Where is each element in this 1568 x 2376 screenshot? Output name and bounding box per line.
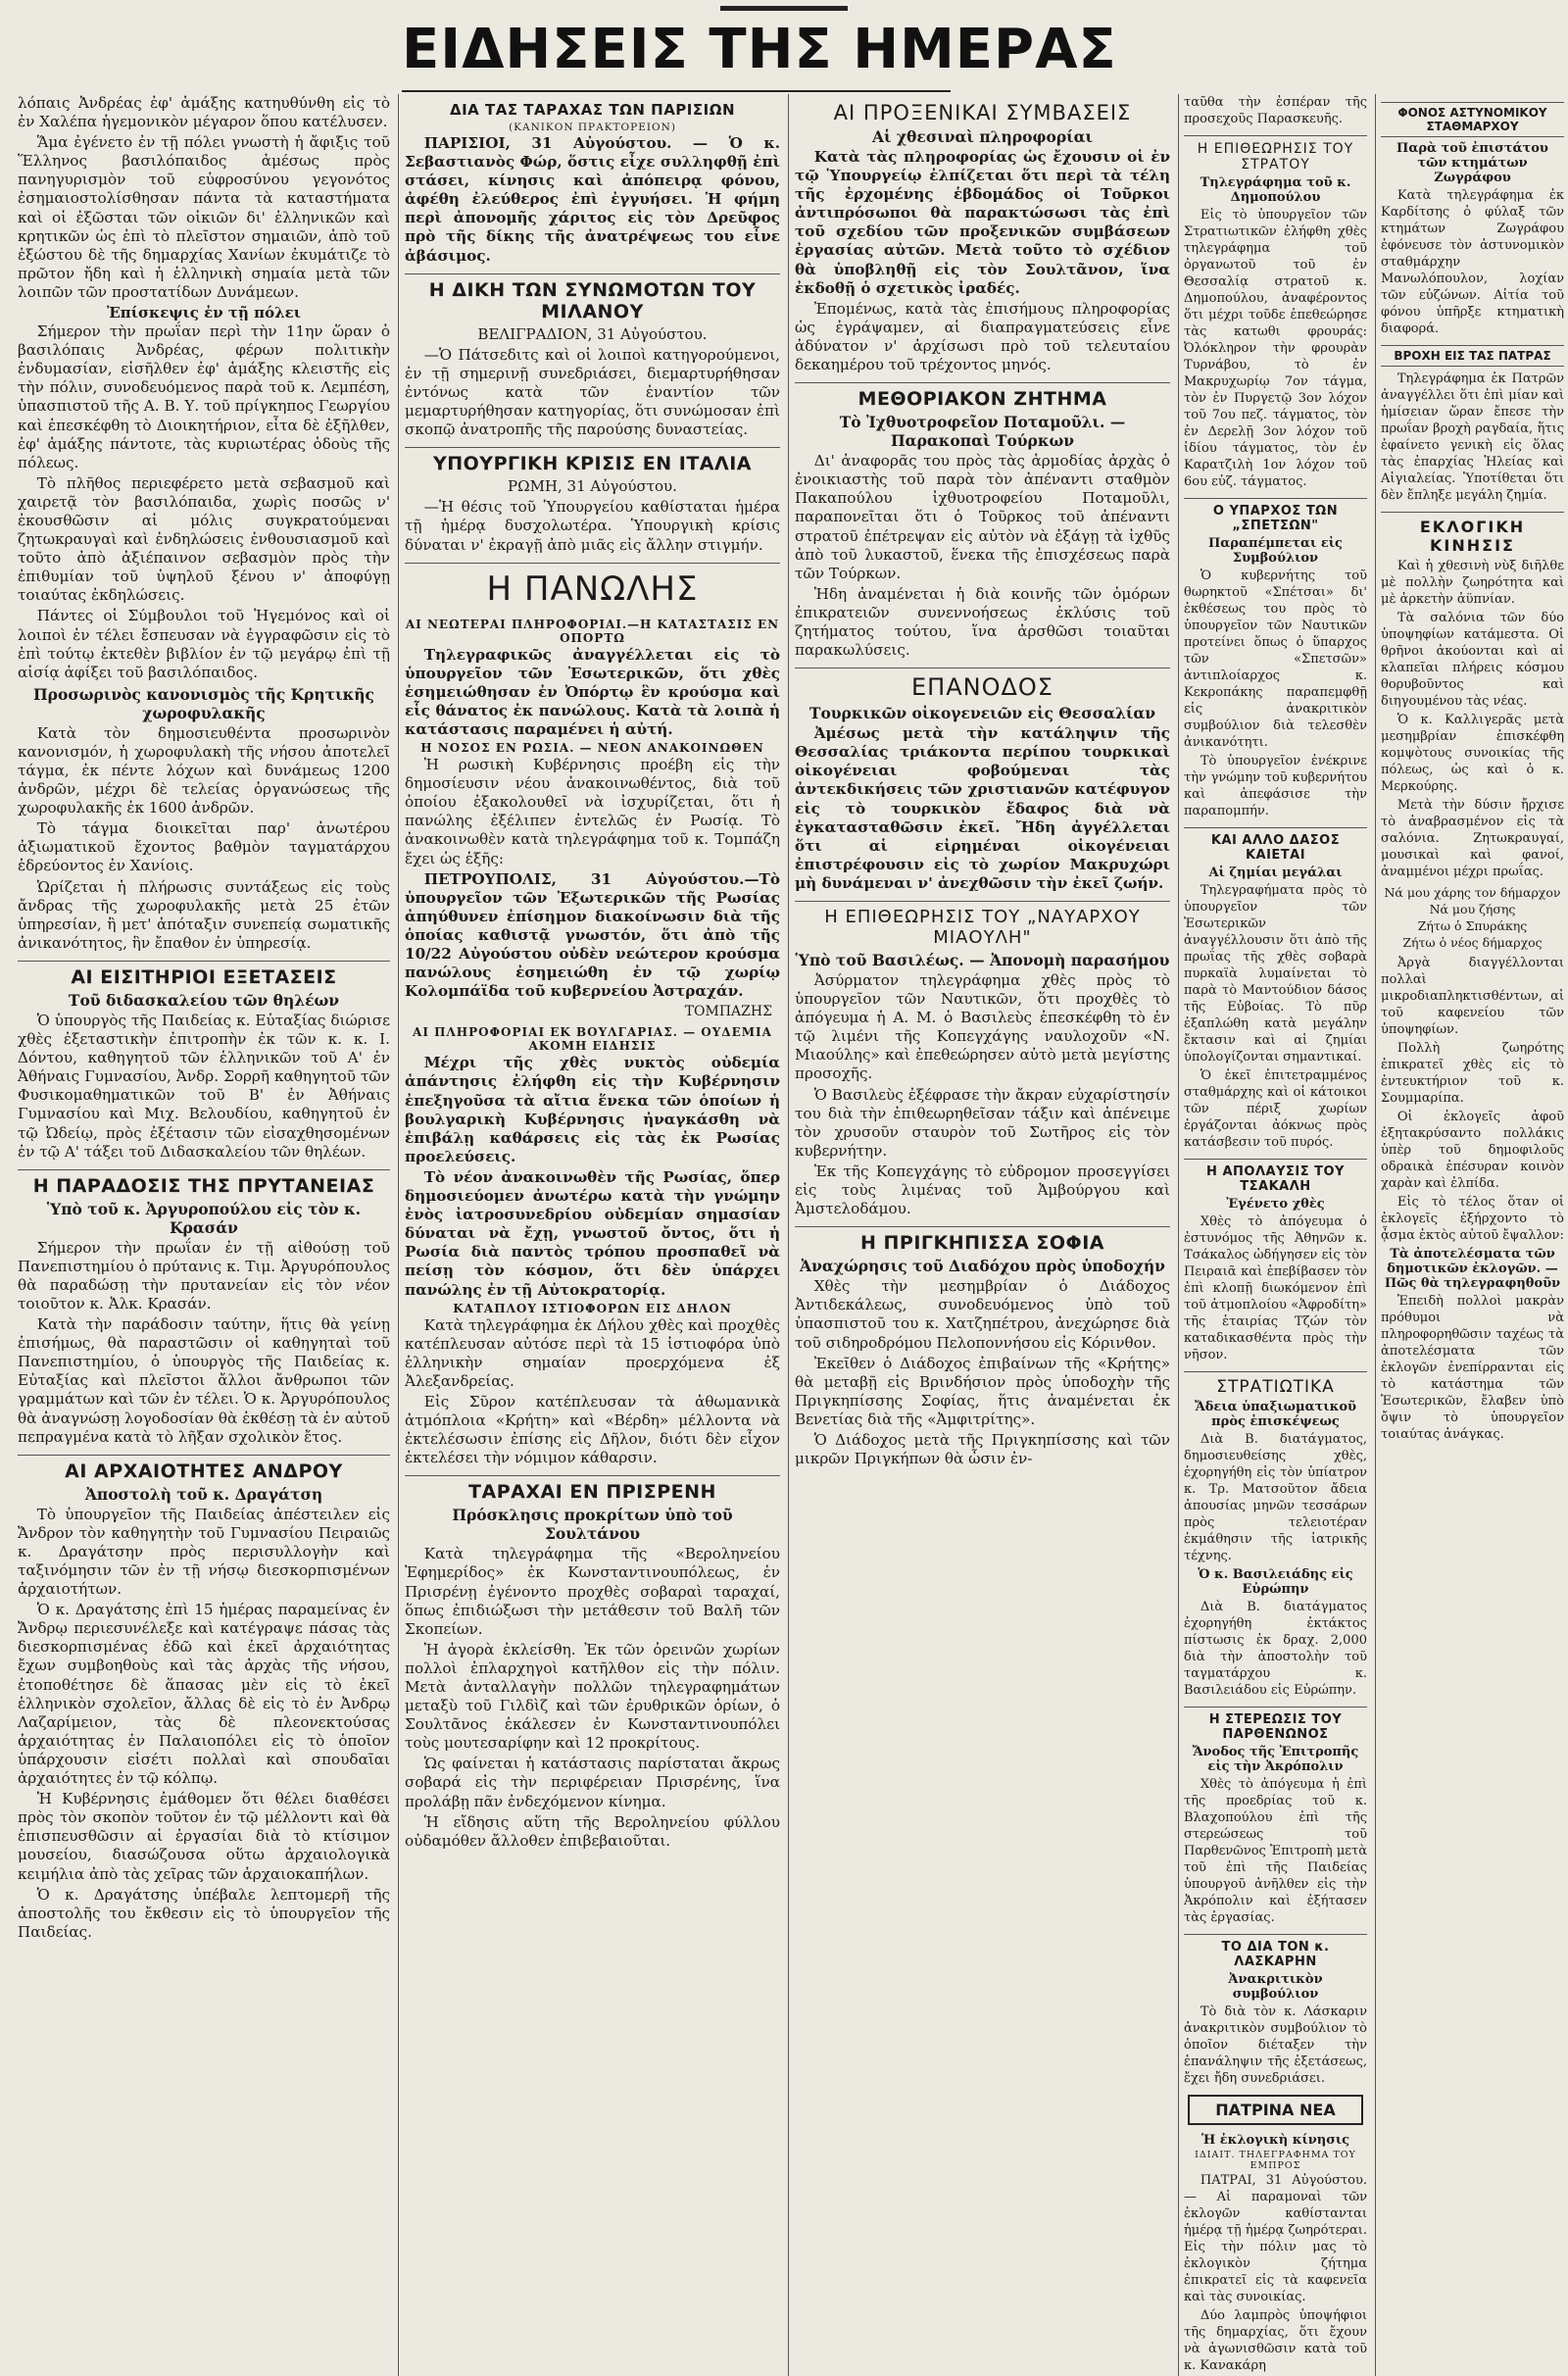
columns (18, 94, 1564, 2373)
dateline: ΡΩΜΗ, 31 Αὐγούστου. (508, 477, 677, 496)
article-text: Τηλεγράφημα ἐκ Πατρῶν ἀναγγέλλει ὅτι ἐπὶ μίαν καὶ ἡμίσειαν ὥραν ἔπεσε τὴν πρωΐαν βροχὴ ραγδαία, ἥτις ἐφαίνετο γενικὴ εἰς ὅλας τὰς ἐπαρχίας Ἠλείας καὶ Αἰγιαλείας. Ὑποτίθεται ὅτι δὲν ἔπληξε μεγάλη ζημία. (1381, 371, 1564, 503)
article-text: Κατὰ τὸν δημοσιευθέντα προσωρινὸν κανονισμόν, ἡ χωροφυλακὴ τῆς νήσου ἀποτελεῖ τάγμα, ἐκ πέντε λόχων καὶ δυνάμεως 1200 ἀνδρῶν, μέχρι δὲ τελείας ὀργανώσεως τῆς χωροφυλακῆς ἐκ 1600 ἀνδρῶν. (18, 723, 390, 817)
section-heading: ΕΠΑΝΟΔΟΣ (795, 668, 1170, 701)
subheading: Παραπέμπεται εἰς Συμβούλιον (1208, 536, 1343, 566)
section-heading: ΔΙΑ ΤΑΣ ΤΑΡΑΧΑΣ ΤΩΝ ΠΑΡΙΣΙΩΝ (449, 101, 736, 119)
section-heading: Η ΑΠΟΛΑΥΣΙΣ ΤΟΥ ΤΣΑΚΑΛΗ (1184, 1159, 1367, 1194)
article-text: Εἰς τὸ ὑπουργεῖον τῶν Στρατιωτικῶν ἐλήφθη χθὲς τηλεγράφημα τοῦ ὀργανωτοῦ τοῦ ἐν Θεσσαλίᾳ στρατοῦ κ. Δημοπούλου, ἀναφέροντος ὅτι μέχρι τοῦδε ἐπεθεώρησε τὰς κατωθι φρουράς: Ὀλόκληρον τὴν φρουρὰν Τυρνάβου, τὸ ἐν Μακρυχωρίῳ 7ον τάγμα, τὸν ἐν Πυργετῷ 3ον λόχον τοῦ 7ου πεζ. τάγματος, τὸν ἐν Δερελῇ 3ον λόχον τοῦ ἰδίου τάγματος, τὸν ἐν Καρατζιλὴ 1ον λόχον τοῦ 6ου εὐζ. τάγματος. (1184, 208, 1367, 489)
song-line: Νά μου ζήσης (1429, 902, 1516, 916)
section-heading: ΑΙ ΕΙΣΙΤΗΡΙΟΙ ΕΞΕΤΑΣΕΙΣ (18, 961, 390, 988)
article-text: Εἰς τὸ τέλος ὅταν οἱ ἐκλογεῖς ἐξήρχοντο τὸ ᾆσμα ἐκτὸς αὐτοῦ ἔψαλλον: (1381, 1195, 1564, 1243)
section-heading: ΑΙ ΑΡΧΑΙΟΤΗΤΕΣ ΑΝΔΡΟΥ (18, 1455, 390, 1482)
agency-label: (ΚΑΝΙΚΟΝ ΠΡΑΚΤΟΡΕΙΟΝ) (509, 122, 676, 133)
article-text: Ἡ Κυβέρνησις ἐμάθομεν ὅτι θέλει διαθέσει πρὸς τὸν σκοπὸν τοῦτον ἐν τῷ μέλλοντι καὶ θὰ ἐπισπευσθῶσιν αἱ ἐργασίαι διὰ τὸ κτίσιμον μουσείου, διασώζουσα οὕτω ἀρχαιολογικὰ κειμήλια ἀπὸ τὰς χεῖρας τῶν ἀρχαιοκαπήλων. (18, 1790, 390, 1883)
article-text: Σήμερον τὴν πρωΐαν ἐν τῇ αἰθούσῃ τοῦ Πανεπιστημίου ὁ πρύτανις κ. Τιμ. Ἀργυρόπουλος θὰ παραδώσῃ τὴν πρυτανείαν εἰς τὸν νέον τοιοῦτον κ. Ἀλκ. Κρασάν. (18, 1238, 390, 1312)
section-heading: Η ΣΤΕΡΕΩΣΙΣ ΤΟΥ ΠΑΡΘΕΝΩΝΟΣ (1184, 1707, 1367, 1742)
article-text: Χθὲς τὸ ἀπόγευμα ἡ ἐπὶ τῆς προεδρίας τοῦ κ. Βλαχοπούλου ἐπὶ τῆς στερεώσεως τοῦ Παρθενῶνος Ἐπιτροπὴ μετὰ τοῦ ἐπὶ τῆς Παιδείας ὑπουργοῦ ἀνῆλθεν εἰς τὴν Ἀκρόπολιν καὶ ἐξήτασεν τὰς ἐργασίας. (1184, 1777, 1367, 1925)
subheading: Αἱ χθεσιναὶ πληροφορίαι (871, 127, 1094, 146)
section-heading: Η ΠΑΝΩΛΗΣ (405, 563, 780, 615)
agency-label: ΙΔΙΑΙΤ. ΤΗΛΕΓΡΑΦΗΜΑ ΤΟΥ ΕΜΠΡΟΣ (1195, 2150, 1356, 2171)
article-text: ΠΕΤΡΟΥΠΟΛΙΣ, 31 Αὐγούστου.—Τὸ ὑπουργεῖον τῶν Ἐξωτερικῶν τῆς Ρωσίας ἀπηύθυνεν ἐπίσημον διακοίνωσιν διὰ τῆς ὁποίας καθιστᾷ γνωστόν, ὅτι ἀπὸ τῆς 10/22 Αὐγούστου οὐδὲν νεώτερον κρούσμα πανώλους ἐσημειώθη ἐν τῷ χωρίῳ Κολομπάϊδα τοῦ κυβερνείου Ἀστραχάν. (405, 869, 780, 1001)
article-text: Ὁ ἐκεῖ ἐπιτετραμμένος σταθμάρχης καὶ οἱ κάτοικοι τῶν πέριξ χωρίων ἐργάζονται ἀόκνως πρὸς κατάσβεσιν τοῦ πυρός. (1184, 1068, 1367, 1150)
article-text: Ἐπομένως, κατὰ τὰς ἐπισήμους πληροφορίας ὡς ἐγράψαμεν, αἱ διαπραγματεύσεις εἶνε ἀδύνατον ν' ἀρχίσωσι πρὸ τοῦ τελευταίου δεκαημέρου τοῦ τρέχοντος μηνός. (795, 299, 1170, 374)
subheading: Τουρκικῶν οἰκογενειῶν εἰς Θεσσαλίαν (808, 704, 1156, 723)
article-text: Κατὰ τηλεγράφημα ἐκ Καρδίτσης ὁ φύλαξ τῶν κτημάτων Ζωγράφου ἐφόνευσε τὸν ἀστυνομικὸν σταθμάρχην Μανωλόπουλον, λοχίαν τῶν εὐζώνων. Αἰτία τοῦ φόνου ὑπῆρξε κτηματικὴ διαφορά. (1381, 188, 1564, 336)
article-text: Σήμερον τὴν πρωΐαν περὶ τὴν 11ην ὥραν ὁ βασιλόπαις Ἀνδρέας, φέρων πολιτικὴν ἐνδυμασίαν, εἰσῆλθεν ἐφ' ἁμάξης κλειστῆς εἰς τὴν πόλιν, συνοδευόμενος παρὰ τοῦ κ. Λεμπέση, ὑπασπιστοῦ τῆς Α. Β. Υ. τοῦ πρίγκηπος Γεωργίου καὶ ἐπεσκέφθη τὸ Διοικητήριον, εἶτα δὲ ἐξῆλθεν, ἐφ' ἁμάξης πάντοτε, τὰς κυριωτέρας ὁδοὺς τῆς πόλεως. (18, 322, 390, 471)
section-heading: ΒΡΟΧΗ ΕΙΣ ΤΑΣ ΠΑΤΡΑΣ (1381, 345, 1564, 367)
article-text: Ἡδη ἀναμένεται ἡ διὰ κοινῆς τῶν ὁμόρων ἐπικρατειῶν συνεννοήσεως ἐκλύσις τοῦ ζητήματος τούτου, ἵνα ἀρσθῶσι τοιαῦται παρακωλύσεις. (795, 584, 1170, 660)
column-2 (398, 94, 780, 2376)
article-text: Πάντες οἱ Σύμβουλοι τοῦ Ἡγεμόνος καὶ οἱ λοιποὶ ἐν τέλει ἔσπευσαν νὰ ἐγγραφῶσιν εἰς τὸ ἐπὶ τούτῳ ἐκτεθὲν βιβλίον ἐν τῷ μεγάρῳ ἐπὶ τῇ αἰσίᾳ ἀφίξει τοῦ βασιλόπαιδος. (18, 607, 390, 681)
article-text: Διὰ Β. διατάγματος ἐχορηγήθη ἐκτάκτος πίστωσις ἐκ δραχ. 2,000 διὰ τὴν ἀποστολὴν τοῦ ταγματάρχου κ. Βασιλειάδου εἰς Εὐρώπην. (1184, 1600, 1367, 1698)
article-text: Τὸ πλῆθος περιεφέρετο μετὰ σεβασμοῦ καὶ χαιρετᾷ τὸν βασιλόπαιδα, χωρὶς ποσῶς ν' ἐκουσθῶσιν αἱ μόλις συγκρατούμεναι ζητωκραυγαὶ καὶ ἐνδηλώσεις ἐνθουσιασμοῦ καὶ τοῦτο ἀπὸ ἀξιέπαινον σεβασμὸν πρὸς τὴν ἐπιθυμίαν τοῦ ὑψηλοῦ ξένου ν' ἀποφύγῃ τοιαύτας ἐκδηλώσεις. (18, 473, 390, 605)
boxed-heading: ΠΑΤΡΙΝΑ ΝΕΑ (1188, 2095, 1363, 2125)
article-text: Κατὰ τὴν παράδοσιν ταύτην, ἥτις θὰ γείνῃ ἐπισήμως, θὰ παραστῶσιν οἱ καθηγηταὶ τοῦ Πανεπιστημίου, ὁ ὑπουργὸς τῆς Παιδείας κ. Εὐταξίας καὶ πλεῖστοι ἄλλοι ἄνθρωποι τῶν γραμμάτων καὶ τῶν ἐν τέλει. Ὁ κ. Ἀργυρόπουλος θὰ ἀναγνώσῃ λογοδοσίαν θὰ ἐκθέσῃ τὰ ἐν αὐτοῦ πεπραγμένα κατὰ τὸ λῆξαν σχολικὸν ἔτος. (18, 1315, 391, 1446)
subheading: Ἐγένετο χθὲς (1226, 1197, 1325, 1212)
article-text: Ὁ κυβερνήτης τοῦ θωρηκτοῦ «Σπέτσαι» δι' ἐκθέσεως του πρὸς τὸ ὑπουργεῖον τῶν Ναυτικῶν προτείνει ὅπως ὁ ὕπαρχος τῶν «Σπετσῶν» ἀντιπλοίαρχος κ. Κεκροπάκης παραπεμφθῇ εἰς ἀνακριτικὸν συμβούλιον διὰ τελεσθὲν ἀνικανότητι. (1184, 569, 1367, 750)
subheading: ΚΑΤΑΠΛΟΥ ΙΣΤΙΟΦΟΡΩΝ ΕΙΣ ΔΗΛΟΝ (453, 1301, 732, 1315)
article-text: Ἀργὰ διαγγέλλονται πολλαὶ μικροδιαπληκτισθέντων, αἱ τοῦ καφενείου τῶν ὑποψηφίων. (1381, 956, 1564, 1037)
subheading: Τοῦ διδασκαλείου τῶν θηλέων (68, 990, 340, 1010)
subheading: Τηλεγράφημα τοῦ κ. Δημοπούλου (1200, 175, 1351, 205)
subheading: Ὑπὸ τοῦ κ. Ἀργυροπούλου εἰς τὸν κ. Κρασάν (46, 1199, 362, 1237)
article-text: Ὡρίζεται ἡ πλήρωσις συντάξεως εἰς τοὺς ἄνδρας τῆς χωροφυλακῆς μετὰ 25 ἐτῶν ὑπηρεσίαν, ἢ μετ' ἀπόταξιν συνεπείᾳ σωματικῆς ἀνικανότητος, ἣν ἔπαθον ἐν ὑπηρεσίᾳ. (18, 877, 390, 952)
section-heading: Η ΠΡΙΓΚΗΠΙΣΣΑ ΣΟΦΙΑ (795, 1226, 1170, 1254)
song-line: Νά μου χάρης τον δήμαρχον (1384, 885, 1561, 900)
masthead-rule (402, 90, 951, 92)
subheading: Ἐπίσκεψις ἐν τῇ πόλει (106, 304, 301, 322)
article-text: Διὰ Β. διατάγματος, δημοσιευθείσης χθὲς, ἐχορηγήθη εἰς τὸν ὑπίατρον κ. Τρ. Ματσοῦτον ἄδεια ἀπουσίας μηνῶν τεσσάρων πρὸς τελειοτέραν ἐκμάθησιν τῆς ἰατρικῆς τέχνης. (1184, 1432, 1367, 1563)
subheading: Ἀναχώρησις τοῦ Διαδόχου πρὸς ὑποδοχήν (800, 1257, 1165, 1276)
article-text: Τὸ τάγμα διοικεῖται παρ' ἀνωτέρου ἀξιωματικοῦ ἔχοντος βαθμὸν ταγματάρχου ἑδρεύοντος ἐν Χανίοις. (18, 819, 390, 875)
subheading: ΑΙ ΝΕΩΤΕΡΑΙ ΠΛΗΡΟΦΟΡΙΑΙ.—Η ΚΑΤΑΣΤΑΣΙΣ ΕΝ ΟΠΟΡΤΩ (405, 617, 780, 645)
subheading: Ὑπὸ τοῦ Βασιλέως. — Ἀπονομὴ παρασήμου (795, 951, 1170, 969)
section-heading: Η ΕΠΙΘΕΩΡΗΣΙΣ ΤΟΥ „ΝΑΥΑΡΧΟΥ ΜΙΑΟΥΛΗ" (795, 901, 1170, 948)
article-text: Ἐπειδὴ πολλοὶ μακρὰν πρόθυμοι νὰ πληροφορηθῶσιν ταχέως τὰ ἀποτελέσματα τῶν ἐκλογῶν ἐνεπίρρανται εἰς τὸ κατάστημα τῶν Ἐσωτερικῶν, ἔλαβεν ὑπὸ ὄψιν τὸ ὑπουργεῖον τοιαύτας ἀνάγκας. (1381, 1294, 1564, 1442)
column-4 (1178, 94, 1564, 2376)
article-text: Ὁ κ. Καλλιγερᾶς μετὰ μεσημβρίαν ἐπισκέφθη κομψὸτους συνοικίας τῆς πόλεως, ὡς καὶ ὁ κ. Μερκούρης. (1381, 713, 1564, 794)
column-1 (18, 94, 390, 2376)
article-text: Ἡ ἀγορὰ ἐκλείσθη. Ἐκ τῶν ὀρεινῶν χωρίων πολλοὶ ἐπλαρχηγοὶ κατῆλθον εἰς τὴν πόλιν. Μετὰ ἀνταλλαγὴν πολλῶν τηλεγραφημάτων μεταξὺ τοῦ Γιλδὶζ καὶ τῶν ἐρυθρικῶν ὁρίων, ὁ Σουλτᾶνος ἐκάλεσεν ἐν Κωνσταντινουπόλει τοὺς μουτεσαρίφην καὶ 12 προκρίτους. (405, 1640, 780, 1753)
song-line: Ζήτω ὁ Σπυράκης (1417, 918, 1528, 933)
article-text: Τὸ ὑπουργεῖον τῆς Παιδείας ἀπέστειλεν εἰς Ἄνδρον τὸν καθηγητὴν τοῦ Γυμνασίου Πειραιῶς κ. Δραγάτσην πρὸς περισυλλογὴν καὶ ταξινόμησιν τῶν ἐν τῇ νήσῳ διεσκορπισμένων ἀρχαιοτήτων. (18, 1505, 390, 1599)
article-text: ΠΑΤΡΑΙ, 31 Αὐγούστου. — Αἱ παραμοναὶ τῶν ἐκλογῶν καθίστανται ἡμέρᾳ τῇ ἡμέρᾳ ζωηρότεραι. Εἰς τὴν πόλιν μας τὸ ἐκλογικὸν ζήτημα ἐπικρατεῖ εἰς τὰ καφενεῖα καὶ τὰς συνοικίας. (1184, 2173, 1367, 2304)
section-heading: ΤΑΡΑΧΑΙ ΕΝ ΠΡΙΣΡΕΝΗ (405, 1475, 780, 1503)
section-heading: ΑΙ ΠΡΟΞΕΝΙΚΑΙ ΣΥΜΒΑΣΕΙΣ (833, 101, 1132, 124)
subheading: Προσωρινὸς κανονισμὸς τῆς Κρητικῆς χωροφυλακῆς (33, 684, 374, 722)
subheading: Ἀνακριτικὸν συμβούλιον (1228, 1972, 1323, 2002)
subheading: Αἱ ζημίαι μεγάλαι (1208, 866, 1343, 880)
article-text: —Ὁ Πάτσεδιτς καὶ οἱ λοιποὶ κατηγορούμενοι, ἐν τῇ σημερινῇ συνεδριάσει, διεμαρτυρήθησαν ἐντόνως κατὰ τῶν ἐναντίον τῶν μεμαρτυρήθησαν κατηγορίας, ὅτι συνώμοσαν ἐπὶ σκοπῷ ἀνατροπῆς τῆς παρούσης δυναστείας. (405, 345, 780, 439)
section-heading: Η ΔΙΚΗ ΤΩΝ ΣΥΝΩΜΟΤΩΝ ΤΟΥ ΜΙΛΑΝΟΥ (405, 273, 780, 322)
masthead-title: ΕΙΔΗΣΕΙΣ ΤΗΣ ΗΜΕΡΑΣ (402, 18, 1117, 81)
subheading: Τὰ ἀποτελέσματα τῶν δημοτικῶν ἐκλογῶν. — Πῶς θὰ τηλεγραφηθοῦν (1384, 1247, 1561, 1291)
section-heading: Ο ΥΠΑΡΧΟΣ ΤΩΝ „ΣΠΕΤΣΩΝ" (1184, 498, 1367, 533)
article-text: Ἀμέσως μετὰ τὴν κατάληψιν τῆς Θεσσαλίας τριάκοντα περίπου τουρκικαὶ οἰκογένειαι φοβούμεναι τὰς ἀντεκδικήσεις τῶν χριστιανῶν κατέφυγον εἰς τὸ τουρκικὸν ἔδαφος διὰ νὰ ἐγκατασταθῶσιν ἐκεῖ. Ἤδη ἀγγέλλεται ὅτι αἱ εἰρημέναι οἰκογένειαι ἐπιστρέφουσιν εἰς τὸ χωρίον Μακρυχώρι μὴ δυνάμεναι ν' ἀνεχθῶσιν τὴν ἐκεῖ ζωήν. (795, 724, 1170, 892)
article-text: Δύο λαμπρὸς ὑποψήφιοι τῆς δημαρχίας, ὅτι ἔχουν νὰ ἀγωνισθῶσιν κατὰ τοῦ κ. Κανακάρη (1184, 2308, 1367, 2373)
subheading: Πρόσκλησις προκρίτων ὑπὸ τοῦ Σουλτάνου (452, 1506, 733, 1544)
section-heading: Η ΠΑΡΑΔΟΣΙΣ ΤΗΣ ΠΡΥΤΑΝΕΙΑΣ (18, 1169, 390, 1197)
article-text: Ὡς φαίνεται ἡ κατάστασις παρίσταται ἄκρως σοβαρά εἰς τὴν περιφέρειαν Πρισρένης, ἵνα προλάβῃ πᾶν ἐνδεχόμενον κίνημα. (405, 1755, 780, 1810)
section-heading: ΜΕΘΟΡΙΑΚΟΝ ΖΗΤΗΜΑ (795, 382, 1170, 410)
article-text: Ἀσύρματον τηλεγράφημα χθὲς πρὸς τὸ ὑπουργεῖον τῶν Ναυτικῶν, ὅτι προχθὲς τὸ ἀπόγευμα ἡ Α. Μ. ὁ Βασιλεὺς ἐπεσκέφθη τὸ ἐν τῷ λιμένι τῆς Κοπεγχάγης ναυλοχοῦν «Ν. Μιαούλης» καὶ ἐπεθεώρησεν αὐτὸ μετὰ μεγίστης προσοχῆς. (795, 971, 1170, 1083)
article-text: Μετὰ τὴν δύσιν ἤρχισε τὸ ἀναβρασμένον εἰς τὰ σαλόνια. Ζητωκραυγαί, μουσικαὶ καὶ φανοί, ἀναμμένοι μέχρι πρωΐας. (1381, 798, 1564, 879)
article-text: Ὁ κ. Δραγάτσης ὑπέβαλε λεπτομερῆ τῆς ἀποστολῆς του ἔκθεσιν εἰς τὸ ὑπουργεῖον τῆς Παιδείας. (18, 1885, 390, 1941)
section-heading: ΣΤΡΑΤΙΩΤΙΚΑ (1184, 1371, 1367, 1397)
article-text: Εἰς Σῦρον κατέπλευσαν τὰ ἀθωμανικὰ ἀτμόπλοια «Κρήτη» καὶ «Βέρδη» μέλλοντα νὰ ἐκτελέσωσιν ἐπίσης εἰς Δῆλον, διότι δὲν εἶχον ἐκτελέσει τὴν νόμιμον κάθαρσιν. (405, 1392, 780, 1467)
subheading: Ἄνοδος τῆς Ἐπιτροπῆς εἰς τὴν Ἀκρόπολιν (1192, 1745, 1359, 1774)
column-4b (1375, 94, 1564, 2376)
section-heading: ΕΚΛΟΓΙΚΗ ΚΙΝΗΣΙΣ (1381, 512, 1564, 555)
article-text: Ὁ Βασιλεὺς ἐξέφρασε τὴν ἄκραν εὐχαρίστησίν του διὰ τὴν ἐπιθεωρηθεῖσαν τάξιν καὶ ἀπένειμε τὸν χρυσοῦν σταυρὸν τοῦ Σωτῆρος εἰς τὸν κυβερνήτην. (795, 1085, 1170, 1160)
column-4a (1178, 94, 1367, 2376)
article-text: Οἱ ἐκλογεῖς ἀφοῦ ἐξητακρύσαντο πολλάκις ὑπὲρ τοῦ δημοφιλοῦς οδραικὰ ἐπέσυραν κοινὸν χαρὰν καὶ ἐλπίδα. (1381, 1110, 1564, 1191)
article-text: Ἐκ τῆς Κοπεγχάγης τὸ εὐδρομον προσεγγίσει εἰς τοὺς λιμένας τοῦ Ἀμβούργου καὶ Ἀμστελοδάμου. (795, 1162, 1170, 1218)
article-text: Χθὲς τὸ ἀπόγευμα ὁ ἐστυνόμος τῆς Ἀθηνῶν κ. Τσάκαλος ὡδήγησεν εἰς τὸν Πειραιᾶ καὶ ἐπεβίβασεν τὸν ἐπὶ κλοπῇ διωκόμενον ἐπὶ τοῦ ἀτμοπλοίου «Ἀφροδίτη» τῆς ἑταιρίας Τζών τὸν καταδικασθέντα πρὸς τὴν νῆσον. (1184, 1214, 1367, 1362)
article-text: Τὸ ὑπουργεῖον ἐνέκρινε τὴν γνώμην τοῦ κυβερνήτου καὶ ἀπεφάσισε τὴν παραπομπήν. (1184, 754, 1367, 818)
subheading: Ὁ κ. Βασιλειάδης εἰς Εὐρώπην (1198, 1567, 1353, 1597)
dateline: ΒΕΛΙΓΡΑΔΙΟΝ, 31 Αὐγούστου. (477, 324, 708, 343)
subheading: ΑΙ ΠΛΗΡΟΦΟΡΙΑΙ ΕΚ ΒΟΥΛΓΑΡΙΑΣ. — ΟΥΔΕΜΙΑ ΑΚΟΜΗ ΕΙΔΗΣΙΣ (413, 1025, 772, 1054)
article-text: Κατὰ τηλεγράφημα τῆς «Βεροληνείου Ἐφημερίδος» ἐκ Κωνσταντινουπόλεως, ἐν Πρισρένῃ ἐγένοντο προχθὲς σοβαραὶ ταραχαί, ὅπως ἐπιδιώξωσι τὴν μετάθεσιν τοῦ Βαλῆ τῶν Σκοπείων. (405, 1545, 780, 1638)
top-rule (720, 6, 848, 11)
song-line: Ζήτω ὁ νέος δήμαρχος (1402, 935, 1543, 950)
section-heading: ΦΟΝΟΣ ΑΣΤΥΝΟΜΙΚΟΥ ΣΤΑΘΜΑΡΧΟΥ (1381, 102, 1564, 137)
subheading: Ἡ ἐκλογικὴ κίνησις (1200, 2133, 1350, 2148)
article-text: Ἅμα ἐγένετο ἐν τῇ πόλει γνωστὴ ἡ ἄφιξις τοῦ Ἕλληνος βασιλόπαιδος ἀμέσως πρὸς πανηγυρισμὸν τοῦ εὐφροσύνου γεγονότος ἐσημαιοστολίσθησαν πάντα τὰ καταστήματα καὶ οἱ ἐξῶσται τῶν οἰκιῶν δι' ἑλληνικῶν καὶ κρητικῶν ὡς ἐπὶ τὸ πλεῖστον σημαιῶν, ἀπὸ τοῦ ἐξώστου δὲ τῆς δημαρχίας Χανίων ἐκυμάτιζε τὸ πρῶτον ἤδη καὶ ἡ ἑλληνικὴ σημαία μετὰ τῶν λοιπῶν τῶν προστατίδων Δυνάμεων. (18, 133, 390, 301)
section-heading: ΥΠΟΥΡΓΙΚΗ ΚΡΙΣΙΣ ΕΝ ΙΤΑΛΙΑ (405, 447, 780, 474)
article-text: Ἡ ρωσικὴ Κυβέρνησις προέβη εἰς τὴν δημοσίευσιν νέου ἀνακοινωθέντος, διὰ τοῦ ὁποίου ἐξακολουθεῖ νὰ ἰσχυρίζεται, ὅτι ἡ πανώλης ἐξέλιπεν ἐντελῶς ἐν Ρωσίᾳ. Τὸ ἀνακοινωθὲν κατὰ τηλεγράφημα τοῦ κ. Τομπάζη ἔχει ὡς ἑξῆς: (405, 756, 780, 867)
article-text: λόπαις Ἀνδρέας ἐφ' ἁμάξης κατηυθύνθη εἰς τὸ ἐν Χαλέπα ἡγεμονικὸν μέγαρον ὅπου κατέλυσεν. (18, 94, 390, 131)
article-text: Ὁ Διάδοχος μετὰ τῆς Πριγκηπίσσης καὶ τῶν μικρῶν Πριγκήπων θὰ ὦσιν ἐν- (795, 1430, 1170, 1468)
article-text: Ἐκεῖθεν ὁ Διάδοχος ἐπιβαίνων τῆς «Κρήτης» θὰ μεταβῇ εἰς Βρινδήσιον πρὸς ὑποδοχὴν τῆς Πριγκηπίσσης Σοφίας, ἥτις ἀναμένεται ἐκ Βενετίας διὰ τῆς «Ἀμφιτρίτης». (795, 1354, 1170, 1428)
subheading: Παρὰ τοῦ ἐπιστάτου τῶν κτημάτων Ζωγράφου (1396, 141, 1548, 185)
article-text: ΠΑΡΙΣΙΟΙ, 31 Αὐγούστου. — Ὁ κ. Σεβαστιανὸς Φώρ, ὅστις εἶχε συλληφθῇ ἐπὶ στάσει, κίνησις καὶ ἀπόπειρᾳ φόνου, ἀφέθη ἐλεύθερος ἐπὶ ἐγγυήσει. Ἡ φήμη περὶ ἀπονομῆς χάριτος εἰς τὸν Δρεῦφος πρὸ τῆς δίκης τῆς ἀνατρέψεως του εἶνε ἀβάσιμος. (405, 134, 780, 265)
article-text: Κατὰ τὰς πληροφορίας ὡς ἔχουσιν οἱ ἐν τῷ Ὑπουργείῳ ἐλπίζεται ὅτι περὶ τὰ τέλη τῆς ἐρχομένης ἑβδομάδος οἱ Τοῦρκοι ἀντιπρόσωποι θὰ παρακτώσωσι τὰς ἐπὶ τοῦ σχεδίου τῶν προξενικῶν συμβάσεων ἐργασίας αὐτῶν. Μετὰ τοῦτο τὸ σχέδιον θὰ ὑποβληθῇ εἰς τὸν Σουλτᾶνον, ἵνα ἐκδοθῇ ὁ σχετικὸς ἰραδές. (795, 148, 1170, 297)
article-text: Ὁ ὑπουργὸς τῆς Παιδείας κ. Εὐταξίας διώρισε χθὲς ἐξεταστικὴν ἐπιτροπὴν ἐκ τῶν κ. κ. Ι. Δόντου, καθηγητοῦ τῶν ἑλληνικῶν τοῦ Α' ἐν Ἀθήναις Γυμνασίου, Ἀνδρ. Σορρῆ καθηγητοῦ τῶν Φυσικομαθηματικῶν τοῦ Β' ἐν Ἀθήναις Γυμνασίου καὶ Μιχ. Βελουδίου, καθηγητοῦ ἐν τῷ Ὠδείῳ, πρὸς ἐξέτασιν τῶν εἰσαχθησομένων ἐν τῷ Α' τάξει τοῦ Διδασκαλείου τῶν θηλέων. (18, 1011, 390, 1161)
article-text: Τὸ διὰ τὸν κ. Λάσκαριν ἀνακριτικὸν συμβούλιον τὸ ὁποῖον διέταξεν τὴν ἐπανάληψιν τῆς ἐξετάσεως, ἔχει ἤδη συνεδριάσει. (1184, 2005, 1367, 2086)
article-text: Χθὲς τὴν μεσημβρίαν ὁ Διάδοχος Ἀντιδεκάλεως, συνοδευόμενος ὑπὸ τοῦ ὑπασπιστοῦ του κ. Χατζηπέτρου, ἀνεχώρησε διὰ τοῦ σιδηροδρόμου Πελοποννήσου εἰς Κόρινθον. (795, 1277, 1170, 1352)
article-text: Μέχρι τῆς χθὲς νυκτὸς οὐδεμία ἀπάντησις ἐλήφθη εἰς τὴν Κυβέρνησιν ἐπεξηγοῦσα τὰ αἴτια ἕνεκα τῶν ὁποίων ἡ βουλγαρικὴ Κυβέρνησις ἠναγκάσθη νὰ ἐπιβάλῃ καθάρσεις εἰς τὰς ἐκ Ρωσίας προελεύσεις. (405, 1054, 780, 1165)
article-text: Δι' ἀναφορᾶς του πρὸς τὰς ἁρμοδίας ἀρχὰς ὁ ἐνοικιαστὴς τοῦ παρὰ τὸν ἀπέναντι σταθμὸν Πακαπούλου ἰχθυοτροφείου Ποταμοῦλι, παραπονεῖται ὅτι ὁ Τοῦρκος τοῦ ἀπέναντι στρατοῦ ἐπέτρεψαν εἰς αὐτὸν νὰ ἐξάγῃ τὰ ἰχθῦς ἀπὸ τοῦ λυκαστοῦ, ἕνεκα τῆς ἐπισχέσεως παρὰ τῶν Τούρκων. (795, 452, 1170, 582)
subheading: Η ΝΟΣΟΣ ΕΝ ΡΩΣΙΑ. — ΝΕΟΝ ΑΝΑΚΟΙΝΩΘΕΝ (420, 741, 764, 756)
signature: ΤΟΜΠΑΖΗΣ (684, 1004, 772, 1020)
article-text: Πολλὴ ζωηρότης ἐπικρατεῖ χθὲς εἰς τὸ ἐντευκτήριον τοῦ κ. Σουμμαρίπα. (1381, 1041, 1564, 1106)
article-text: Τὰ σαλόνια τῶν δύο ὑποψηφίων κατάμεστα. Οἱ θρῆνοι ἀκούονται καὶ αἱ κλαπεῖαι πλήρεις κόσμου θορυβοῦντος καὶ διηγουμένου τὰς νέας. (1381, 611, 1564, 709)
section-heading: ΤΟ ΔΙΑ ΤΟΝ κ. ΛΑΣΚΑΡΗΝ (1184, 1934, 1367, 1969)
song-verses (1381, 884, 1564, 951)
section-heading: ΚΑΙ ΑΛΛΟ ΔΑΣΟΣ ΚΑΙΕΤΑΙ (1184, 827, 1367, 863)
section-heading: Η ΕΠΙΘΕΩΡΗΣΙΣ ΤΟΥ ΣΤΡΑΤΟΥ (1184, 135, 1367, 173)
column-3 (788, 94, 1170, 2376)
subheading: Τὸ Ἰχθυοτροφεῖον Ποταμοῦλι. — Παρακοπαὶ Τούρκων (839, 413, 1126, 451)
article-text: Κατὰ τηλεγράφημα ἐκ Δήλου χθὲς καὶ προχθὲς κατέπλευσαν αὐτόσε περὶ τὰ 15 ἱστιοφόρα ὑπὸ ἑλληνικὴν σημαίαν προερχόμενα ἐξ Ἀλεξανδρείας. (405, 1315, 780, 1390)
article-text: Τηλεγραφήματα πρὸς τὸ ὑπουργεῖον τῶν Ἐσωτερικῶν ἀναγγέλλουσιν ὅτι ἀπὸ τῆς πρωΐας τῆς χθὲς σοβαρὰ πυρκαϊὰ λυμαίνεται τὸ παρὰ τὸ Μαντούδιον δάσος τῆς Εὐβοίας. Τὸ πῦρ ἐξαπλώθη κατὰ μεγάλην ἔκτασιν καὶ αἱ ζημίαι ὑπολογίζονται σημαντικαί. (1184, 883, 1367, 1064)
article-text: Ὁ κ. Δραγάτσης ἐπὶ 15 ἡμέρας παραμείνας ἐν Ἄνδρῳ περιεσυνέλεξε καὶ κατέγραψε πάσας τὰς διεσκορπισμένας ἐδῶ καὶ ἐκεῖ ἀρχαιότητας ἔχων συμβοηθοὺς καὶ τὰς ἀρχὰς τῆς νήσου, ἐτοποθέτησε δὲ ἅπασας μὲν εἰς τὸ ἐκεῖ ἑλληνικὸν σχολεῖον, ἄλλας δὲ εἰς τὸ ἐν Ἀνδρῳ Λαζαρίμειον, τὰς δὲ πλεονεκτούσας ἀρχαιότητας ἐν Παλαιοπόλει εἰς τὸ ὁποῖον ὑπάρχουσιν εἰσέτι πολλαὶ καὶ σπουδαῖαι ἀρχαιότητες ἐν τῷ κόλπῳ. (18, 1601, 390, 1788)
article-text: Ἡ εἴδησις αὕτη τῆς Βεροληνείου φύλλου οὐδαμόθεν ἄλλοθεν ἐπιβεβαιοῦται. (405, 1812, 780, 1850)
article-text: —Ἡ θέσις τοῦ Ὑπουργείου καθίσταται ἡμέρα τῇ ἡμέρᾳ δυσχολωτέρα. Ὑπουργικὴ κρίσις δύναται ν' ἐκραγῇ ἀπὸ μιᾶς εἰς ἄλλην στιγμήν. (405, 498, 780, 554)
article-text: ταῦθα τὴν ἑσπέραν τῆς προσεχοῦς Παρασκευῆς. (1184, 95, 1367, 126)
article-text: Καὶ ἡ χθεσινὴ νὺξ διῆλθε μὲ πολλὴν ζωηρότητα καὶ μὲ ἀρκετὴν ἀϋπνίαν. (1381, 559, 1564, 607)
subheading: Ἄδεια ὑπαξιωματικοῦ πρὸς ἐπισκέψεως (1194, 1400, 1357, 1429)
article-text: Τὸ νέον ἀνακοινωθὲν τῆς Ρωσίας, ὅπερ δημοσιεύομεν ἀνωτέρω κατὰ τὴν γνώμην ἐνὸς ἰατροσυνεδρίου οὐδεμίαν σημασίαν δύναται νὰ ἔχῃ, γνωστοῦ ὄντος, ὅτι ἡ Ρωσία διὰ παντὸς τρόπου προσπαθεῖ νὰ πείσῃ τὸν κόσμον, ὅτι δὲν ὑπάρχει πανώλης ἐν τῇ Αὐτοκρατορίᾳ. (405, 1167, 780, 1299)
article-text: Τηλεγραφικῶς ἀναγγέλλεται εἰς τὸ ὑπουργεῖον τῶν Ἐσωτερικῶν, ὅτι χθὲς ἐσημειώθησαν ἐν Ὀπόρτῳ ἓν κρούσμα καὶ εἷς θάνατος ἐκ πανώλους. Κατὰ τὰ λοιπὰ ἡ κατάστασις παραμένει ἡ αὐτή. (405, 645, 780, 738)
subheading: Ἀποστολὴ τοῦ κ. Δραγάτση (84, 1484, 323, 1504)
